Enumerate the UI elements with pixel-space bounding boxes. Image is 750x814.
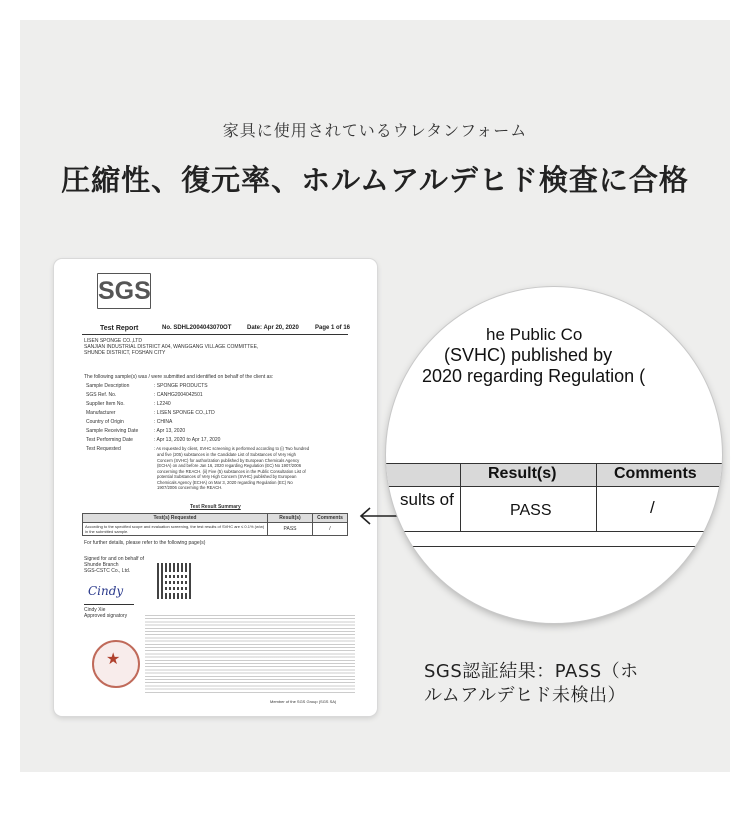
signed-line: Shunde Branch [84,562,119,568]
signature-line [84,604,134,605]
field-row [86,419,172,425]
summary-cell: According to the specified scope and evaluation screening, the test results of SVHC are ≤ 0.1% (w/w) in the submitted sample. [83,523,268,536]
summary-note: For further details, please refer to the following page(s) [84,540,206,546]
page-title: 圧縮性、復元率、ホルムアルデヒド検査に合格 [61,163,689,197]
field-label: Manufacturer [86,410,116,416]
company-line: SHUNDE DISTRICT, FOSHAN CITY [84,350,166,356]
field-value: : LISEN SPONGE CO.,LTD [154,410,215,416]
company-line: SANJIAN INDUSTRIAL DISTRICT A04, WANGGANG VILLAGE COMMITTEE, [84,344,259,350]
field-row [86,392,203,398]
text-line: potential Substances of Very High Concern (SVHC) published by European [157,474,297,479]
field-value: : Apr 13, 2020 to Apr 17, 2020 [154,437,221,443]
magnified-col-comments: Comments [614,465,697,482]
summary-cell: / [313,523,348,536]
magnified-text-line: he Public Co [486,325,583,344]
company-line: LISEN SPONGE CO.,LTD [84,338,142,344]
field-label: Country of Origin [86,419,124,425]
magnified-row-text: sults of [400,490,454,509]
header-divider [82,334,348,335]
summary-table [82,513,348,536]
text-line: Concern (SVHC) for authorization published by European Chemicals Agency [157,457,300,463]
signatory-line: Cindy Xie [84,607,106,613]
text-line: and five (205) substances in the Candidate List of Substances of Very High [157,452,296,457]
field-row [86,437,220,443]
table-divider [596,464,597,531]
field-value: : SPONGE PRODUCTS [154,383,208,389]
summary-col-header: Result(s) [268,514,313,523]
magnified-text-line: (SVHC) published by [444,345,613,365]
magnified-detail [386,287,722,623]
text-line: concerning the REACH. (ii) Five (5) substances in the Public Consultation List of [157,468,306,474]
summary-col-header: Comments [313,514,348,523]
magnified-table [386,463,722,547]
field-label: Test Performing Date [86,437,133,443]
intro-text: The following sample(s) was / were submitted and identified on behalf of the client as: [84,374,274,380]
field-value: : As requested by client, SVHC screening is performed according to (i) Two hundred [154,446,310,451]
magnified-col-result: Result(s) [488,465,557,482]
table-divider [460,464,461,531]
signatory-line: Approved signatory [84,613,128,619]
signature: Cindy [88,584,124,598]
text-line: 1907/2006 concerning the REACH. [157,485,223,490]
report-page: Page 1 of 16 [315,325,351,331]
magnified-comment: / [650,498,655,517]
fine-print [145,615,355,695]
report-heading: Test Report [100,325,139,332]
magnified-result-pass: PASS [510,502,552,519]
field-value: : CHINA [154,419,173,425]
qr-code-pattern [163,569,187,593]
summary-title: Test Result Summary [190,504,241,510]
summary-col-header: Test(s) Requested [83,514,268,523]
report-date: Date: Apr 20, 2020 [247,325,299,331]
field-label: Supplier Item No. [86,401,125,407]
caption-line: ルムアルデヒド未検出） [424,685,627,706]
field-label: Test Requested [86,446,121,452]
table-divider [386,531,722,532]
text-line: (ECHA) on and before Jan 16, 2020 regarding Regulation (EC) No 1907/2006 [157,463,302,468]
test-requested-text [157,452,306,491]
field-value: : Apr 13, 2020 [154,428,186,434]
field-row [86,410,215,416]
signed-line: Signed for and on behalf of [84,556,145,562]
field-label: Sample Receiving Date [86,428,139,434]
field-label: Sample Description [86,383,130,389]
field-value: : L2240 [154,401,171,407]
report-footer: Member of the SGS Group (SGS SA) [270,699,337,704]
sgs-logo: SGS [97,273,151,309]
page-subtitle: 家具に使用されているウレタンフォーム [222,121,528,140]
stamp-star-icon: ★ [106,649,121,668]
caption-line: SGS認証結果：PASS（ホ [424,661,639,682]
magnified-text-line: 2020 regarding Regulation ( [422,366,646,386]
report-number: No. SDHL2004043070OT [162,325,232,331]
field-row [86,401,171,407]
result-caption [424,660,694,708]
field-row [86,428,185,434]
summary-cell: PASS [268,523,313,536]
field-label: SGS Ref. No. [86,392,117,398]
field-row [86,383,208,389]
field-value: : CANHG2004042501 [154,392,203,398]
text-line: Chemicals Agency (ECHA) on Mar 3, 2020 regarding Regulation (EC) No [157,479,293,485]
signed-line: SGS-CSTC Co., Ltd. [84,568,131,574]
